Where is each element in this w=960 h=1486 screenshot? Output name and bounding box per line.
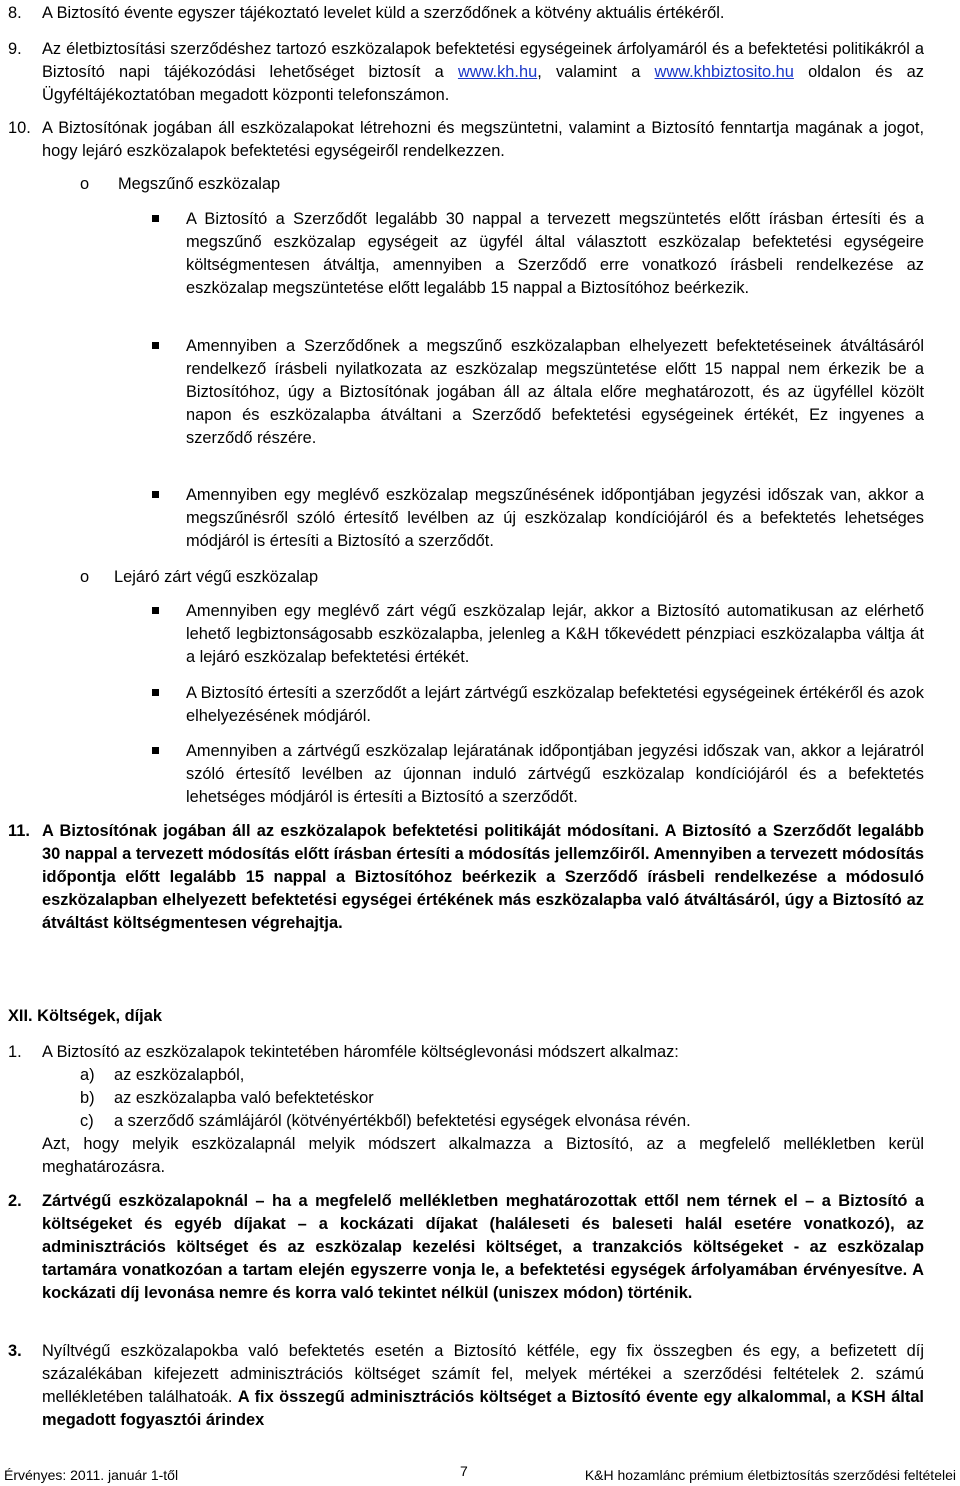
footer-validity: Érvényes: 2011. január 1-től xyxy=(4,1467,179,1483)
paragraph-text xyxy=(42,38,924,107)
cost-paragraph-3 xyxy=(8,1340,924,1432)
page-number: 7 xyxy=(460,1463,468,1479)
item-number: 8. xyxy=(8,4,22,22)
square-bullet-icon xyxy=(152,689,159,696)
text-part-bold: A fix összegű adminisztrációs költséget a Biztosító évente egy alkalommal, a KSH által megadott fogyasztói árindex xyxy=(42,1388,924,1429)
page-footer xyxy=(0,1462,960,1486)
paragraph-11 xyxy=(8,820,924,935)
circle-bullet-icon: o xyxy=(80,175,90,193)
bullet-text: A Biztosító értesíti a szerződőt a lejárt zártvégű eszközalap befektetési egységeinek értékéről és azok elhelyezésének módjáról. xyxy=(186,684,924,725)
item-number: 1. xyxy=(8,1043,22,1061)
paragraph-text: Zártvégű eszközalapoknál – ha a megfelelő mellékletben meghatározottak ettől nem térnek el – a Biztosító a költségeket és egyéb díjakat – a kockázati díjakat (haláleseti és baleseti halál esetére vonatkozó), az adminisztrációs költséget és az eszközalap kezelési költséget, a tranzakciós költségeket - az eszközalap tartamára vonatkozóan a tartam elején egyszerre vonja le, a befektetési egységek árfolyamában érvényesítve. A kockázati díj levonása nemre és korra való tekintet nélkül (uniszex módon) történik. xyxy=(42,1192,924,1302)
list-text: a szerződő számlájáról (kötvényértékből) befektetési egységek elvonása révén. xyxy=(114,1112,691,1130)
paragraph-text: A Biztosító évente egyszer tájékoztató levelet küld a szerződőnek a kötvény aktuális értékéről. xyxy=(42,4,725,22)
square-bullet-icon xyxy=(152,491,159,498)
square-bullet-icon xyxy=(152,747,159,754)
paragraph-text xyxy=(42,1340,924,1432)
list-text: az eszközalapba való befektetéskor xyxy=(114,1089,374,1107)
cost-paragraph-1 xyxy=(8,1041,924,1064)
cost-paragraph-2 xyxy=(8,1190,924,1305)
subheading-text: Megszűnő eszközalap xyxy=(118,175,281,193)
paragraph-text: Azt, hogy melyik eszközalapnál melyik módszert alkalmazza a Biztosító, az a megfelelő mellékletben kerül meghatározásra. xyxy=(42,1135,924,1176)
footer-document-title: K&H hozamlánc prémium életbiztosítás szerződési feltételei xyxy=(584,1467,956,1483)
paragraph-10 xyxy=(8,117,924,163)
list-letter: a) xyxy=(80,1066,95,1084)
item-number: 2. xyxy=(8,1192,22,1210)
cost-paragraph-1-outro xyxy=(8,1133,924,1179)
subheading-lejaro xyxy=(80,566,924,589)
text-part: , valamint a xyxy=(537,63,655,81)
bullet-item xyxy=(152,682,924,728)
square-bullet-icon xyxy=(152,215,159,222)
list-letter: c) xyxy=(80,1112,94,1130)
item-number: 3. xyxy=(8,1342,22,1360)
text-part: oldalon és az Ügyféltájékoztatóban megadott központi telefonszámon. xyxy=(42,63,924,104)
list-letter: b) xyxy=(80,1089,95,1107)
paragraph-text: A Biztosító az eszközalapok tekintetében háromféle költséglevonási módszert alkalmaz: xyxy=(42,1043,679,1061)
square-bullet-icon xyxy=(152,607,159,614)
bullet-text: Amennyiben egy meglévő zárt végű eszközalap lejár, akkor a Biztosító automatikusan az elérhető lehető legbiztonságosabb eszközalapba, jelenleg a K&H tőkevédett pénzpiaci eszközalapba váltja át a lejáró eszközalap befektetési értékét. xyxy=(186,602,924,666)
paragraph-text: A Biztosítónak jogában áll az eszközalapok befektetési politikáját módosítani. A Biztosító a Szerződőt legalább 30 nappal a tervezett módosítás előtt írásban értesíti a módosítás jellemzőiről. Amennyiben a tervezett módosítás időpontja előtt legalább 15 nappal a Biztosítóhoz beérkezik a Szerződő írásbeli rendelkezése a módosuló eszközalapban elhelyezett befektetési egységei értékének más eszközalapba való átváltásáról, úgy a Biztosító az átváltást költségmentesen végrehajtja. xyxy=(42,822,925,932)
bullet-item xyxy=(152,600,924,669)
subheading-text: Lejáró zárt végű eszközalap xyxy=(114,568,319,586)
bullet-item xyxy=(152,335,924,450)
section-heading: XII. Költségek, díjak xyxy=(8,1007,162,1025)
item-number: 9. xyxy=(8,40,22,58)
circle-bullet-icon: o xyxy=(80,568,90,586)
item-number: 11. xyxy=(8,822,30,840)
bullet-text: Amennyiben a zártvégű eszközalap lejáratának időpontjában jegyzési időszak van, akkor a lejáratról szóló értesítő levélben az újonnan induló zártvégű eszközalap kondíciójáról és a befektetés lehetséges módjáról is értesíti a Biztosító a szerződőt. xyxy=(186,742,924,806)
paragraph-9 xyxy=(8,38,924,107)
subheading-megszuno xyxy=(80,173,924,196)
bullet-item xyxy=(152,484,924,553)
text-part: Nyíltvégű eszközalapokba való befektetés esetén a Biztosító kétféle, egy fix összegben és egy, a befizetett díj százalékában kifejezett adminisztrációs költséget számít fel, melyek mértékei a szerződési feltételek 2. számú mellékletében találhatoák. xyxy=(42,1342,924,1406)
bullet-item xyxy=(152,740,924,809)
text-part: Az életbiztosítási szerződéshez tartozó eszközalapok befektetési egységeinek árfolyamáról és a befektetési politikákról a Biztosító napi tájékozódási lehetőséget biztosít a xyxy=(42,40,924,81)
square-bullet-icon xyxy=(152,342,159,349)
bullet-text: A Biztosító a Szerződőt legalább 30 nappal a tervezett megszüntetés előtt írásban értesíti és a megszűnő eszközalap egységeit az ügyfél által választott eszközalap befektetési egységeire költségmentesen átváltja, amennyiben a Szerződő erre vonatkozó írásbeli rendelkezése az eszközalap megszüntetése előtt legalább 15 nappal a Biztosítóhoz beérkezik. xyxy=(186,210,924,297)
bullet-item xyxy=(152,208,924,300)
bullet-text: Amennyiben a Szerződőnek a megszűnő eszközalapban elhelyezett befektetéseinek átváltásáról rendelkező írásbeli nyilatkozata az eszközalap megszüntetése előtt 15 nappal nem érkezik be a Biztosítóhoz, úgy a Biztosítónak jogában áll az általa előre meghatározott, és az ügyféllel közölt napon és eszközalapba átváltani a Szerződő befektetési egységeinek értékét, Ez ingyenes a szerződő részére. xyxy=(186,337,924,447)
item-number: 10. xyxy=(8,119,31,137)
paragraph-text: A Biztosítónak jogában áll eszközalapokat létrehozni és megszüntetni, valamint a Biztosító fenntartja magának a jogot, hogy lejáró eszközalapok befektetési egységeiről rendelkezzen. xyxy=(42,119,924,160)
bullet-text: Amennyiben egy meglévő eszközalap megszűnésének időpontjában jegyzési időszak van, akkor a megszűnésről szóló értesítő levélben az új eszközalap kondíciójáról és a befektetés lehetséges módjáról is értesíti a Biztosító a szerződőt. xyxy=(186,486,924,550)
paragraph-8 xyxy=(8,2,924,25)
link-kh-hu[interactable]: www.kh.hu xyxy=(457,63,538,81)
link-khbiztosito-hu[interactable]: www.khbiztosito.hu xyxy=(654,63,794,81)
list-text: az eszközalapból, xyxy=(114,1066,245,1084)
